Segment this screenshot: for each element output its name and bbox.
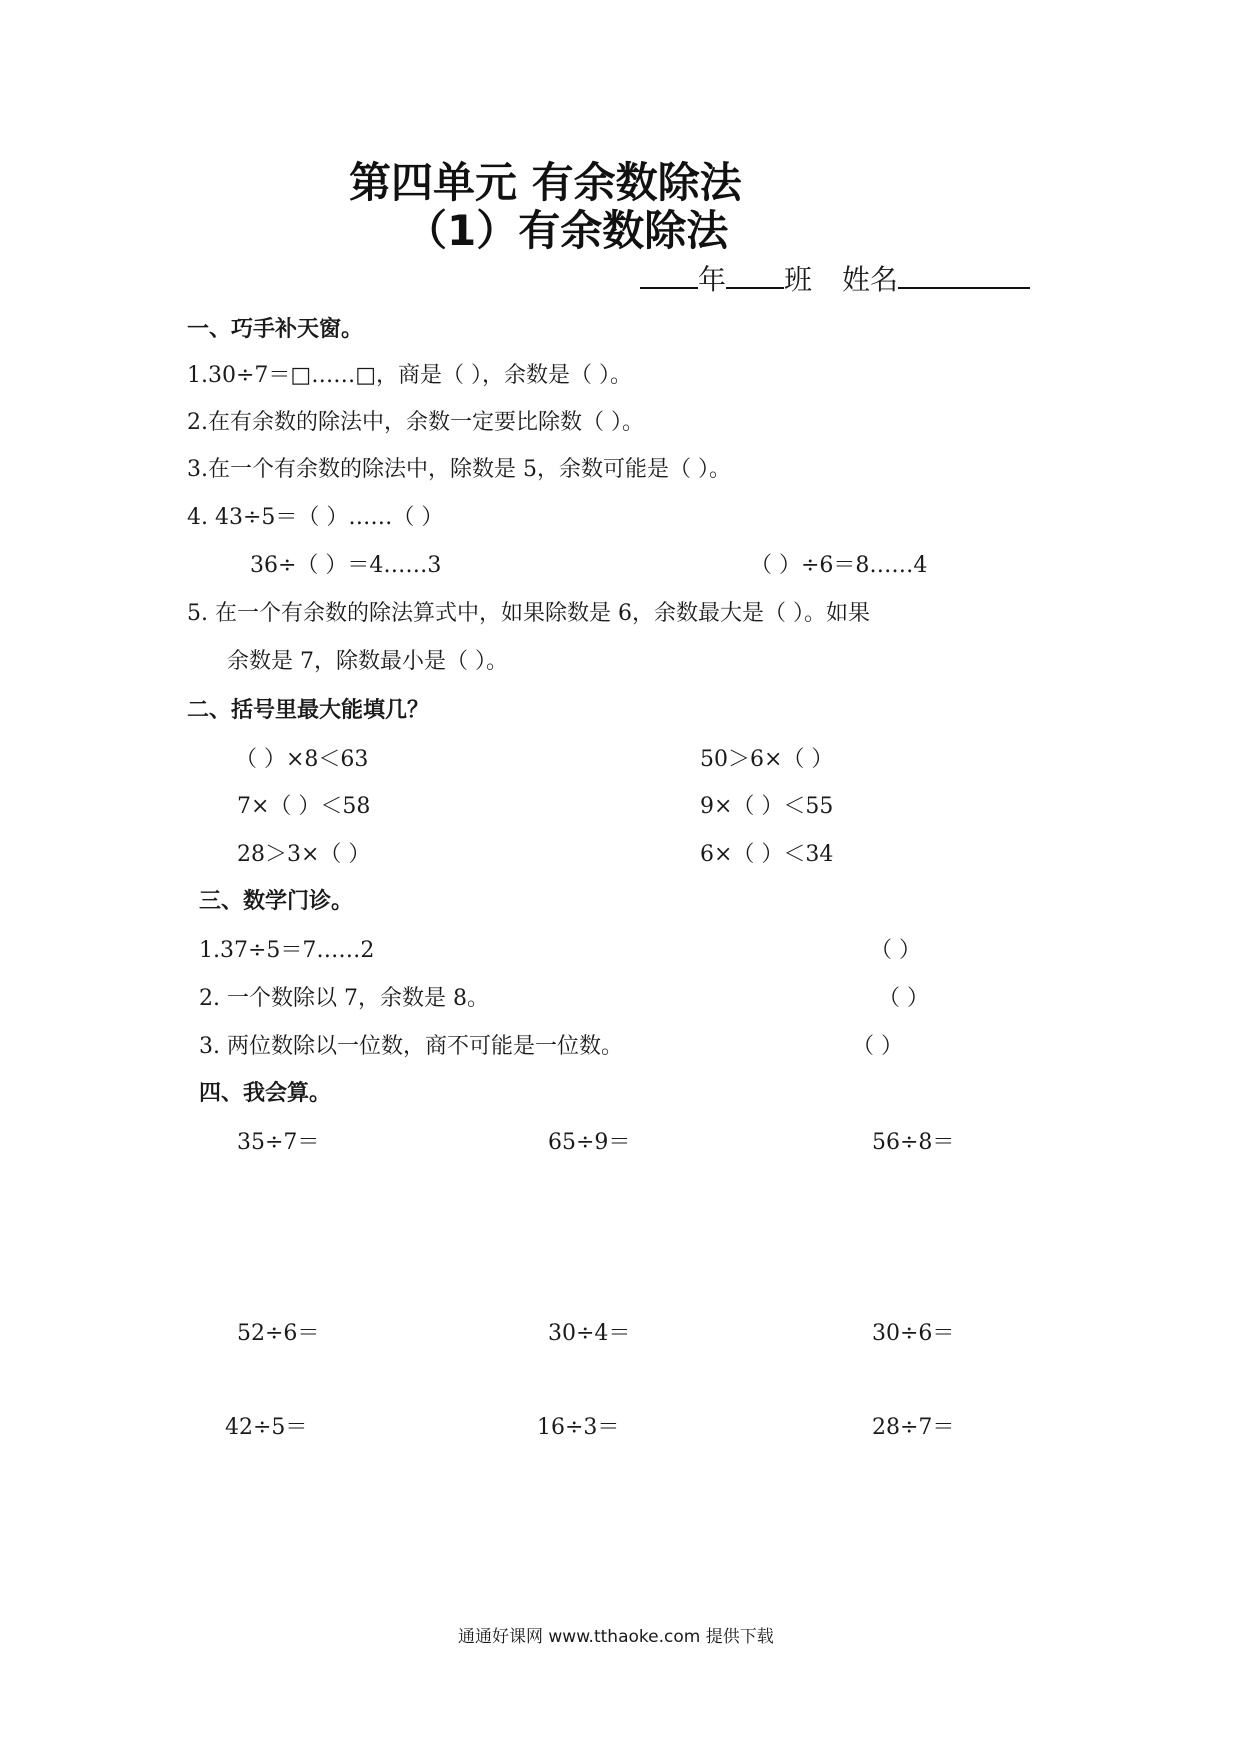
calc-item: 30÷6＝ — [872, 1321, 955, 1346]
calc-item: 42÷5＝ — [225, 1415, 308, 1440]
section3-bracket-2[interactable]: （ ） — [878, 986, 929, 1011]
section3-heading: 三、数学门诊。 — [199, 889, 354, 914]
name-blank[interactable] — [898, 261, 1030, 289]
class-label: 班 — [784, 263, 813, 296]
section3-bracket-3[interactable]: （ ） — [852, 1034, 903, 1059]
section1-question-4a: 4. 43÷5＝（ ）……（ ） — [187, 505, 444, 530]
calc-item: 52÷6＝ — [237, 1321, 320, 1346]
calc-item: 56÷8＝ — [872, 1130, 955, 1155]
section2-item: 28＞3×（ ） — [237, 842, 371, 867]
section3-bracket-1[interactable]: （ ） — [870, 938, 921, 963]
calc-item: 65÷9＝ — [548, 1130, 631, 1155]
name-label: 姓名 — [842, 263, 899, 296]
calc-item: 16÷3＝ — [537, 1415, 620, 1440]
class-blank[interactable] — [726, 261, 784, 289]
calc-item: 28÷7＝ — [872, 1415, 955, 1440]
section2-item: 7×（ ）＜58 — [237, 794, 371, 819]
section2-heading: 二、括号里最大能填几？ — [187, 698, 430, 723]
section4-heading: 四、我会算。 — [199, 1081, 332, 1106]
year-label: 年 — [698, 263, 727, 296]
page-title: 第四单元 有余数除法 — [349, 158, 742, 207]
section1-heading: 一、巧手补天窗。 — [187, 317, 364, 342]
page-subtitle: （1）有余数除法 — [405, 206, 729, 255]
year-blank[interactable] — [640, 261, 698, 289]
calc-item: 35÷7＝ — [237, 1130, 320, 1155]
section1-question-2: 2.在有余数的除法中，余数一定要比除数（ ）。 — [187, 410, 644, 435]
section1-question-5b: 余数是 7，除数最小是（ ）。 — [227, 649, 508, 674]
section3-item-3: 3. 两位数除以一位数，商不可能是一位数。 — [199, 1034, 623, 1059]
section1-question-4b: 36÷（ ）＝4……3 — [250, 553, 442, 578]
section2-item: 6×（ ）＜34 — [700, 842, 834, 867]
section1-question-4c: （ ）÷6＝8……4 — [750, 553, 928, 578]
section1-question-3: 3.在一个有余数的除法中，除数是 5，余数可能是（ ）。 — [187, 457, 731, 482]
section3-item-1: 1.37÷5＝7……2 — [199, 938, 375, 963]
footer-credit: 通通好课网 www.tthaoke.com 提供下载 — [458, 1627, 774, 1647]
student-info-line — [640, 258, 1030, 298]
section2-item: （ ）×8＜63 — [235, 747, 369, 772]
section2-item: 50＞6×（ ） — [700, 747, 834, 772]
section3-item-2: 2. 一个数除以 7，余数是 8。 — [199, 986, 489, 1011]
calc-item: 30÷4＝ — [548, 1321, 631, 1346]
section1-question-1: 1.30÷7＝□……□，商是（ ），余数是（ ）。 — [187, 363, 632, 388]
section1-question-5a: 5. 在一个有余数的除法算式中，如果除数是 6，余数最大是（ ）。如果 — [187, 601, 870, 626]
section2-item: 9×（ ）＜55 — [700, 794, 834, 819]
